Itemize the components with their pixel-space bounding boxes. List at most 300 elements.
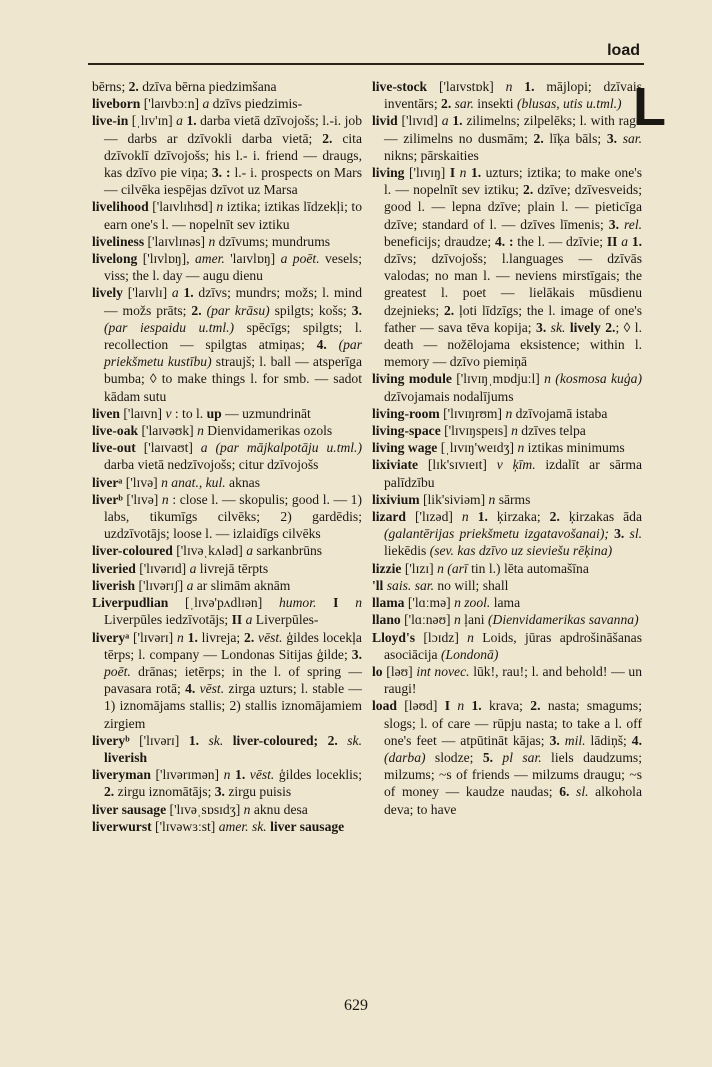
- entry-text: liekēdis: [384, 543, 430, 559]
- entry-text: : close l. — skopulis; good l. — 1) labs, tikumīgs cilvēks; 2) gardēdis; uzdzīvotājs; loose l. — izlaidīgs cilvēks: [104, 491, 362, 542]
- entry-headword: 2.: [191, 302, 202, 318]
- entry-text: ['lɪvəˌkʌləd]: [172, 543, 247, 559]
- dictionary-entry: [92, 577, 362, 594]
- dictionary-entry: [372, 663, 642, 697]
- entry-label: a: [202, 96, 210, 112]
- entry-text: ['lɪvɪd]: [397, 113, 442, 129]
- entry-text: [469, 509, 478, 524]
- entry-label: humor.: [279, 595, 317, 611]
- entry-text: liels daudzums; milzums; ~s of friends — milzums draugu; ~s of money — kaudze naudas;: [384, 749, 642, 800]
- entry-text: ['laɪvlɪhʊd]: [148, 199, 217, 215]
- entry-label: n: [177, 629, 184, 645]
- entry-text: zirgu iznomātājs;: [114, 784, 215, 800]
- entry-label: n: [459, 165, 467, 181]
- entry-text: ['lɪvərɪmən]: [150, 767, 224, 783]
- entry-text: vesels; viss; the l. day — augu dienu: [104, 251, 362, 284]
- entry-headword: I: [449, 165, 456, 181]
- entry-label: n: [161, 491, 169, 507]
- entry-text: ģildes locekļa tērps; l. company — Londonas Sitijas ģilde;: [104, 629, 362, 662]
- entry-headword: 1.: [631, 233, 643, 249]
- entry-headword: lizard: [372, 509, 406, 525]
- entry-text: ['laɪvaʊt]: [135, 440, 201, 456]
- entry-text: dzīvojamais nodalījums: [384, 388, 514, 404]
- entry-label: n: [467, 629, 474, 645]
- dictionary-entry: [92, 112, 362, 198]
- entry-label: n: [517, 440, 525, 456]
- entry-headword: 1.: [235, 767, 246, 783]
- entry-text: nikns; pārskaities: [384, 147, 479, 163]
- entry-text: : to l.: [171, 405, 207, 421]
- entry-headword: living wage: [372, 440, 438, 456]
- entry-label: poēt.: [104, 663, 131, 679]
- entry-headword: I: [333, 595, 339, 611]
- entry-label: n: [355, 595, 362, 611]
- entry-text: 'laɪvlɒŋ]: [224, 251, 281, 267]
- entry-label: a: [246, 543, 254, 559]
- entry-text: ļoti līdzīgs; the l. image of one's father — sava tēva kopija;: [384, 302, 642, 335]
- entry-headword: 2.: [244, 629, 255, 645]
- entry-text: bērns;: [92, 79, 129, 94]
- entry-label: a: [245, 612, 253, 628]
- dictionary-entry: [372, 629, 642, 663]
- entry-text: [lɔɪdz]: [415, 629, 468, 645]
- entry-text: l.- i. prospects on Mars — cilvēka iespējas dzīvot uz Marsa: [104, 165, 362, 198]
- entry-headword: 2.: [443, 302, 455, 318]
- entry-text: [338, 733, 348, 748]
- entry-text: ['lɪvərɪd]: [135, 560, 190, 576]
- entry-text: [ˌlɪv'ɪn]: [128, 113, 177, 129]
- entry-text: ['lɪvɪŋrʊm]: [439, 405, 506, 421]
- entry-headword: 1.: [477, 509, 488, 525]
- entry-label: rel.: [624, 216, 642, 232]
- entry-text: spilgts; košs;: [269, 302, 352, 318]
- entry-label: n: [505, 79, 513, 94]
- entry-headword: liverish: [92, 577, 136, 593]
- entry-label: amer.: [194, 251, 225, 267]
- entry-label: vēst.: [199, 681, 225, 697]
- dictionary-entry: [92, 78, 362, 95]
- dictionary-entry: [92, 405, 362, 422]
- entry-text: slodze;: [425, 749, 483, 765]
- entry-label: n: [453, 612, 461, 628]
- entry-text: dzīvums; mundrums: [215, 233, 331, 249]
- entry-headword: 1.: [183, 285, 194, 301]
- dictionary-entry: [372, 577, 642, 594]
- entry-text: lūk!, rau!; l. and behold! — un raugi!: [384, 663, 643, 697]
- entry-text: ['lɪvɪŋˌmɒdjuːl]: [451, 371, 545, 387]
- dictionary-entry: [92, 422, 362, 439]
- entry-headword: lo: [372, 663, 383, 679]
- entry-text: tin l.) lēta automašīna: [467, 560, 589, 576]
- dictionary-entry: [92, 801, 362, 818]
- dictionary-entry: [92, 250, 362, 284]
- running-head: load: [607, 42, 640, 59]
- entry-text: darba vietā dzīvojošs; l.-i. job — darbs ar dzīvokli darba vietā;: [104, 113, 362, 146]
- entry-label: (Londonā): [440, 646, 499, 662]
- entry-headword: up: [206, 405, 222, 421]
- entry-text: [ləʊd]: [396, 698, 445, 714]
- entry-text: lama: [490, 595, 521, 611]
- entry-headword: liverᵃ: [92, 474, 123, 490]
- entry-label: (sev. kas dzīvo uz sieviešu rēķina): [429, 543, 613, 559]
- dictionary-entry: [92, 474, 362, 491]
- entry-label: n: [505, 405, 513, 421]
- dictionary-entry: [372, 422, 642, 439]
- page-number: 629: [344, 997, 368, 1014]
- entry-text: ['laɪvstɒk]: [427, 79, 506, 94]
- entry-label: int novec.: [416, 663, 470, 679]
- dictionary-entry: [92, 594, 362, 628]
- entry-headword: 2.: [605, 319, 616, 335]
- entry-label: mil.: [564, 732, 586, 748]
- entry-label: a poēt.: [280, 251, 320, 267]
- entry-text: zilimelns; zilpelēks; l. with rage — zilimelns no dusmām;: [384, 113, 642, 146]
- entry-label: (par iespaidu u.tml.): [104, 319, 235, 335]
- entry-text: dzīves telpa: [517, 423, 586, 439]
- entry-label: n: [457, 698, 465, 714]
- header-rule: [88, 63, 644, 65]
- entry-text: [199, 733, 209, 748]
- entry-headword: 3.: [351, 646, 362, 662]
- entry-text: [318, 733, 328, 748]
- entry-label: n: [197, 423, 204, 439]
- entry-text: ['laɪvlɪnəs]: [144, 233, 209, 249]
- entry-text: ; ◊ l. death — nožēlojama eksistence; within l. memory — dzīvo piemiņā: [384, 319, 642, 370]
- dictionary-entry: [372, 611, 642, 628]
- entry-text: [493, 750, 502, 765]
- entry-text: Dienvidamerikas ozols: [203, 423, 333, 439]
- entry-headword: 3. :: [211, 165, 231, 181]
- dictionary-entry: [92, 198, 362, 232]
- dictionary-entry: [92, 818, 362, 835]
- dictionary-entry: [372, 508, 642, 560]
- entry-label: n: [223, 767, 231, 783]
- entry-headword: liver sausage: [92, 801, 167, 817]
- entry-label: sk.: [208, 732, 224, 748]
- entry-headword: 1.: [188, 732, 200, 748]
- entry-label: n (arī: [437, 560, 468, 576]
- entry-label: sl.: [576, 784, 589, 800]
- entry-text: [327, 337, 339, 352]
- entry-label: n: [461, 509, 469, 525]
- entry-text: cita dzīvoklī dzīvojošs; his l.- i. friend — draugs, kas dzīvo pie viņa;: [104, 130, 362, 181]
- entry-text: straujš; l. ball — atsperīga bumba; ◊ to make things l. for smb. — sadot kādam sutu: [104, 354, 362, 404]
- entry-headword: living module: [372, 371, 452, 387]
- entry-headword: living-room: [372, 405, 440, 421]
- dictionary-entry: [92, 95, 362, 112]
- entry-label: (par priekšmetu kustību): [104, 337, 362, 370]
- entry-text: izdalīt ar sārma palīdzību: [384, 457, 642, 490]
- entry-text: sarkanbrūns: [253, 543, 323, 559]
- entry-label: (galantērijas priekšmetu izgatavošanai);: [384, 526, 609, 542]
- entry-text: ['lɪvə]: [122, 474, 162, 490]
- entry-text: Loids, jūras apdrošināšanas asociācija: [384, 629, 642, 662]
- entry-label: n (kosmosa kuģa): [544, 371, 642, 387]
- entry-label: n: [511, 423, 518, 439]
- entry-text: dzīvs; mundrs; možs; l. mind — možs prāts;: [104, 285, 362, 318]
- entry-label: n: [208, 233, 216, 249]
- entry-text: [338, 595, 355, 610]
- entry-label: a: [621, 233, 629, 249]
- entry-label: sl.: [629, 526, 642, 542]
- entry-headword: live-stock: [372, 79, 428, 94]
- entry-text: [ləʊ]: [382, 663, 417, 679]
- entry-label: vēst.: [258, 629, 283, 645]
- entry-headword: liver sausage: [270, 818, 345, 834]
- entry-text: [ˌlɪvə'pʌdlɪən]: [168, 595, 279, 611]
- entry-headword: 3.: [214, 784, 225, 800]
- entry-label: a (par mājkalpotāju u.tml.): [200, 440, 362, 456]
- dictionary-entry: [372, 112, 642, 164]
- entry-text: ['laɪvbɔːn]: [140, 96, 203, 112]
- entry-headword: llama: [372, 595, 405, 611]
- entry-text: spēcīgs; spilgts; l. recollection — spilgtas atmiņas;: [104, 319, 362, 353]
- entry-text: beneficijs; draudze;: [384, 233, 495, 249]
- right-column: [372, 78, 642, 818]
- entry-headword: liveryᵃ: [92, 629, 130, 645]
- entry-headword: 1.: [187, 629, 198, 645]
- dictionary-entry: [92, 233, 362, 250]
- entry-text: — uzmundrināt: [221, 405, 311, 421]
- entry-text: aknu desa: [250, 801, 308, 817]
- entry-headword: Liverpudlian: [92, 595, 169, 611]
- dictionary-entry: [372, 405, 642, 422]
- entry-label: (par krāsu): [206, 302, 270, 318]
- entry-label: n: [488, 491, 496, 507]
- entry-text: ['lɪvɪŋspeɪs]: [440, 423, 512, 439]
- entry-label: ķīm.: [512, 457, 536, 473]
- entry-label: a: [176, 113, 183, 129]
- entry-headword: 2.: [533, 130, 544, 146]
- entry-text: ['lɪvəwɜːst]: [151, 818, 219, 834]
- dictionary-entry: [92, 732, 362, 766]
- dictionary-entry: [372, 439, 642, 456]
- entry-text: aknas: [225, 474, 261, 490]
- section-letter: L: [633, 77, 666, 137]
- entry-headword: lixivium: [372, 491, 420, 507]
- entry-text: dzīvs; dzīvojošs; l.languages — dzīvās valodas; no man l. — neviens mirstīgais; the greatest l. poet — lielākais mūsdienu dzejnieks;: [384, 251, 642, 318]
- entry-headword: 2.: [128, 79, 139, 94]
- entry-headword: 2.: [104, 784, 115, 800]
- entry-text: līķa bāls;: [543, 130, 607, 146]
- entry-headword: liveried: [92, 560, 136, 576]
- entry-headword: 'll: [372, 577, 384, 593]
- entry-label: pl sar.: [502, 749, 542, 765]
- entry-headword: lively: [569, 319, 601, 335]
- entry-label: v: [165, 405, 172, 421]
- entry-text: ķirzakas āda: [559, 509, 642, 525]
- entry-headword: 1.: [186, 113, 197, 129]
- entry-text: iztikas minimums: [524, 440, 625, 456]
- entry-label: n anat., kul.: [161, 474, 226, 490]
- entry-text: Liverpūles iedzīvotājs;: [104, 612, 232, 628]
- entry-text: zirga uzturs; l. stable — 1) iznomājams stallis; 2) stallis iznomājamiem zirgiem: [104, 681, 362, 731]
- entry-label: sk.: [550, 319, 566, 335]
- entry-label: (darba): [384, 749, 426, 765]
- entry-text: ['lɪvəˌsɒsɪdʒ]: [166, 801, 244, 817]
- entry-headword: liveborn: [92, 96, 141, 112]
- entry-text: ['lɪvlɒŋ],: [137, 251, 195, 267]
- entry-headword: 6.: [559, 784, 570, 800]
- entry-headword: 4. :: [495, 233, 514, 249]
- entry-text: no will; shall: [433, 577, 509, 593]
- entry-headword: livelihood: [92, 199, 149, 215]
- entry-text: uzturs; iztika; to make one's l. — nopelnīt sev iztiku;: [384, 165, 642, 198]
- entry-label: vēst.: [249, 767, 275, 783]
- entry-headword: load: [372, 698, 397, 714]
- left-column: [92, 78, 362, 835]
- entry-text: livrejā tērpts: [196, 560, 269, 576]
- entry-headword: 4.: [185, 681, 196, 697]
- entry-headword: 2.: [327, 732, 338, 748]
- entry-headword: Lloyd's: [372, 629, 416, 645]
- entry-text: nasta; smagums; slogs; l. of care — rūpju nasta; to take a l. off one's feet — atpūtināt kājas;: [384, 698, 642, 748]
- entry-headword: live-out: [92, 440, 136, 456]
- dictionary-entry: [372, 164, 642, 370]
- entry-text: lādiņš;: [585, 732, 632, 748]
- dictionary-entry: [92, 491, 362, 543]
- entry-text: [lik'siviəm]: [419, 491, 489, 507]
- entry-headword: 3.: [549, 732, 560, 748]
- entry-text: ar slimām aknām: [193, 577, 291, 593]
- entry-text: ['lɪzəd]: [405, 509, 462, 525]
- entry-text: the l. — dzīvie;: [513, 233, 607, 249]
- entry-label: a: [441, 113, 449, 129]
- entry-headword: II: [606, 233, 618, 249]
- entry-text: ['laɪvlɪ]: [122, 285, 172, 301]
- entry-text: livreja;: [197, 629, 245, 645]
- entry-label: amer. sk.: [218, 818, 267, 834]
- entry-headword: 3.: [614, 526, 625, 542]
- entry-label: sk.: [347, 732, 362, 748]
- entry-text: [223, 733, 233, 748]
- entry-label: n: [216, 199, 224, 215]
- entry-headword: liven: [92, 405, 120, 421]
- entry-text: ['lɪvɪŋ]: [404, 165, 450, 181]
- dictionary-entry: [92, 560, 362, 577]
- entry-headword: 3.: [606, 130, 618, 146]
- entry-text: ['lɪvərɪʃ]: [135, 577, 187, 593]
- entry-text: drānas; ietērps; in the l. of spring — pavasara rotā;: [104, 663, 362, 697]
- entry-text: dzīve; dzīvesveids; good l. — lepna dzīve; plain l. — pieticīga dzīve; standard of l. — dzīves līmenis;: [384, 182, 642, 232]
- entry-text: dzīva bērna piedzimšana: [138, 79, 277, 94]
- entry-text: ['lɪvərɪ]: [129, 732, 189, 748]
- entry-headword: living-space: [372, 423, 441, 439]
- entry-headword: 1.: [452, 113, 463, 129]
- entry-headword: 2.: [530, 698, 541, 714]
- entry-text: mājlopi; dzīvais inventārs;: [384, 79, 642, 112]
- entry-headword: 4.: [631, 732, 642, 748]
- entry-headword: lixiviate: [372, 457, 419, 473]
- entry-headword: liver-coloured: [92, 543, 173, 559]
- dictionary-entry: [372, 491, 642, 508]
- entry-headword: 2.: [441, 96, 452, 112]
- entry-text: iztika; iztikas līdzekļi; to earn one's l. — nopelnīt sev iztiku: [104, 199, 362, 232]
- entry-label: n: [243, 801, 251, 817]
- entry-text: dzīvojamā istaba: [512, 405, 608, 421]
- entry-headword: llano: [372, 612, 401, 628]
- dictionary-entry: [92, 629, 362, 732]
- dictionary-entry: [372, 594, 642, 611]
- entry-headword: live-oak: [92, 423, 139, 439]
- entry-headword: liveryᵇ: [92, 732, 130, 748]
- entry-text: ļani: [460, 612, 488, 628]
- entry-headword: living: [372, 165, 405, 181]
- entry-text: ģildes loceklis;: [274, 767, 363, 783]
- entry-headword: 5.: [482, 749, 494, 765]
- entry-text: alkohola deva; to have: [384, 784, 642, 817]
- dictionary-entry: [372, 78, 642, 112]
- entry-text: ['laɪvn]: [119, 405, 166, 421]
- entry-headword: 2.: [549, 509, 560, 525]
- entry-text: [lɪk'sɪvɪeɪt]: [418, 457, 497, 473]
- entry-label: (Dienvidamerikas savanna): [487, 612, 639, 628]
- entry-headword: 3.: [608, 216, 619, 232]
- entry-text: ['lɪvə]: [122, 491, 162, 507]
- entry-label: v: [496, 457, 503, 473]
- dictionary-entry: [92, 439, 362, 473]
- entry-headword: livelong: [92, 251, 138, 267]
- entry-headword: 3.: [536, 319, 547, 335]
- entry-label: a: [186, 577, 194, 593]
- entry-label: n zool.: [454, 595, 491, 611]
- entry-text: ['lɪzɪ]: [401, 560, 438, 576]
- entry-headword: liveliness: [92, 233, 145, 249]
- entry-headword: lizzie: [372, 560, 402, 576]
- entry-headword: liverᵇ: [92, 491, 123, 507]
- entry-headword: 1.: [524, 79, 535, 94]
- entry-text: ['lɑːnəʊ]: [400, 612, 454, 628]
- entry-headword: liverwurst: [92, 818, 152, 834]
- entry-text: dzīvs piedzimis-: [209, 96, 303, 112]
- entry-headword: 2.: [523, 182, 534, 198]
- entry-text: darba vietā nedzīvojošs; citur dzīvojošs: [104, 457, 319, 473]
- entry-headword: I: [444, 698, 451, 714]
- entry-text: ['lɑːmə]: [404, 595, 455, 611]
- entry-headword: 4.: [316, 337, 327, 353]
- entry-text: [316, 595, 333, 610]
- entry-label: sar.: [622, 130, 642, 146]
- dictionary-entry: [372, 370, 642, 404]
- dictionary-entry: [92, 284, 362, 404]
- entry-label: (blusas, utis u.tml.): [516, 96, 622, 112]
- dictionary-entry: [92, 542, 362, 559]
- entry-headword: liveryman: [92, 767, 151, 783]
- entry-text: [ˌlɪvɪŋ'weɪdʒ]: [437, 440, 518, 456]
- entry-text: Liverpūles-: [252, 612, 319, 628]
- entry-headword: liverish: [104, 749, 148, 765]
- entry-headword: 1.: [471, 698, 482, 714]
- entry-headword: II: [231, 612, 243, 628]
- entry-text: krava;: [481, 698, 531, 714]
- dictionary-entry: [372, 456, 642, 490]
- entry-text: [512, 79, 524, 94]
- entry-headword: 2.: [322, 130, 333, 146]
- entry-headword: live-in: [92, 113, 129, 129]
- entry-text: ['laɪvəʊk]: [138, 423, 198, 439]
- entry-text: insekti: [473, 96, 517, 112]
- entry-label: sais. sar.: [386, 577, 434, 593]
- entry-label: a: [189, 560, 197, 576]
- dictionary-entry: [372, 560, 642, 577]
- entry-text: ķirzaka;: [487, 509, 550, 525]
- entry-text: [503, 457, 513, 472]
- entry-headword: 1.: [470, 165, 482, 181]
- dictionary-entry: [92, 766, 362, 800]
- entry-headword: liver-coloured;: [232, 732, 319, 748]
- entry-label: sar.: [454, 96, 474, 112]
- entry-headword: 3.: [351, 302, 362, 318]
